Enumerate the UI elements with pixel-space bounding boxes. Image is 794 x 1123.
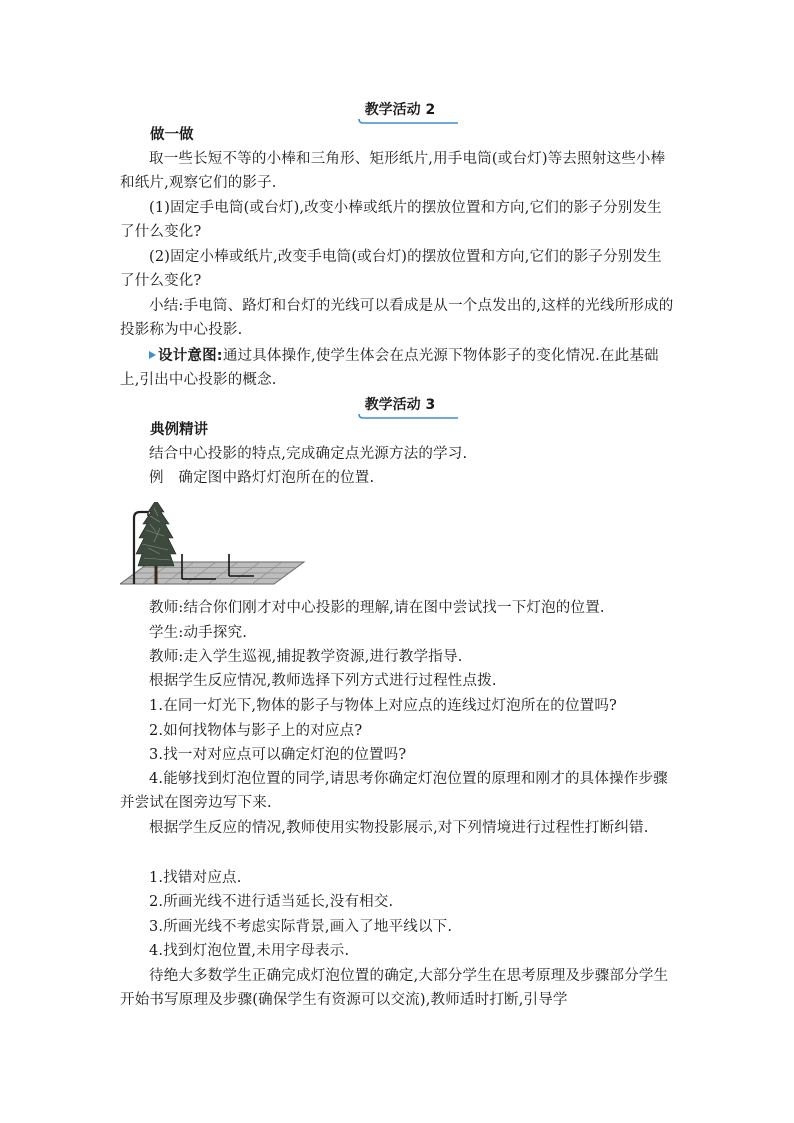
activity2-heading-text: 教学活动 2 <box>364 102 436 118</box>
guidance-item-2: 2.如何找物体与影子上的对应点? <box>149 723 363 739</box>
error-item-1: 1.找错对应点. <box>149 870 242 886</box>
activity3-subtitle: 典例精讲 <box>150 422 208 438</box>
design-intent <box>120 344 676 392</box>
closing-paragraph: 待绝大多数学生正确完成灯泡位置的确定,大部分学生在思考原理及步骤部分学生开始书写原理及步骤(确保学生有资源可以交流),教师适时打断,引导学 <box>120 968 669 1008</box>
student-line: 学生:动手探究. <box>149 625 248 641</box>
activity2-para-2: (1)固定手电筒(或台灯),改变小棒或纸片的摆放位置和方向,它们的影子分别发生了什么变化? <box>120 200 662 240</box>
teacher-line-2: 教师:走入学生巡视,捕捉教学资源,进行教学指导. <box>149 649 463 665</box>
error-item-3: 3.所画光线不考虑实际背景,画入了地平线以下. <box>149 919 453 935</box>
activity2-heading <box>120 101 680 122</box>
activity3-heading <box>120 396 680 417</box>
activity2-para-1: 取一些长短不等的小棒和三角形、矩形纸片,用手电筒(或台灯)等去照射这些小棒和纸片,观察它们的影子. <box>120 151 666 191</box>
teacher-line-1: 教师:结合你们刚才对中心投影的理解,请在图中尝试找一下灯泡的位置. <box>149 600 605 616</box>
activity2-summary: 小结:手电筒、路灯和台灯的光线可以看成是从一个点发出的,这样的光线所形成的投影称为中心投影. <box>120 298 674 338</box>
error-item-4: 4.找到灯泡位置,未用字母表示. <box>149 943 350 959</box>
activity2-subtitle: 做一做 <box>150 127 194 143</box>
activity3-para-1: 结合中心投影的特点,完成确定点光源方法的学习. <box>149 446 468 462</box>
design-intent-text: 通过具体操作,使学生体会在点光源下物体影子的变化情况.在此基础上,引出中心投影的概念. <box>120 348 659 388</box>
heading-underline-icon <box>358 414 458 420</box>
guidance-item-1: 1.在同一灯光下,物体的影子与物体上对应点的连线过灯泡所在的位置吗? <box>149 698 618 714</box>
guidance-item-4: 4.能够找到灯泡位置的同学,请思考你确定灯泡位置的原理和刚才的具体操作步骤并尝试在图旁边写下来. <box>120 771 668 811</box>
design-intent-label: 设计意图: <box>158 348 223 364</box>
correction-intro: 根据学生反应的情况,教师使用实物投影展示,对下列情境进行过程性打断纠错. <box>149 820 649 836</box>
heading-underline-icon <box>358 119 458 125</box>
triangle-bullet-icon <box>149 351 156 359</box>
activity2-para-3: (2)固定小棒或纸片,改变手电筒(或台灯)的摆放位置和方向,它们的影子分别发生了什么变化? <box>120 249 662 289</box>
streetlight-figure <box>120 502 310 588</box>
error-item-2: 2.所画光线不进行适当延长,没有相交. <box>149 894 394 910</box>
example-statement: 例 确定图中路灯灯泡所在的位置. <box>149 470 375 486</box>
guidance-item-3: 3.找一对对应点可以确定灯泡的位置吗? <box>149 747 407 763</box>
activity3-heading-text: 教学活动 3 <box>364 397 436 413</box>
guidance-intro: 根据学生反应情况,教师选择下列方式进行过程性点拨. <box>149 673 497 689</box>
